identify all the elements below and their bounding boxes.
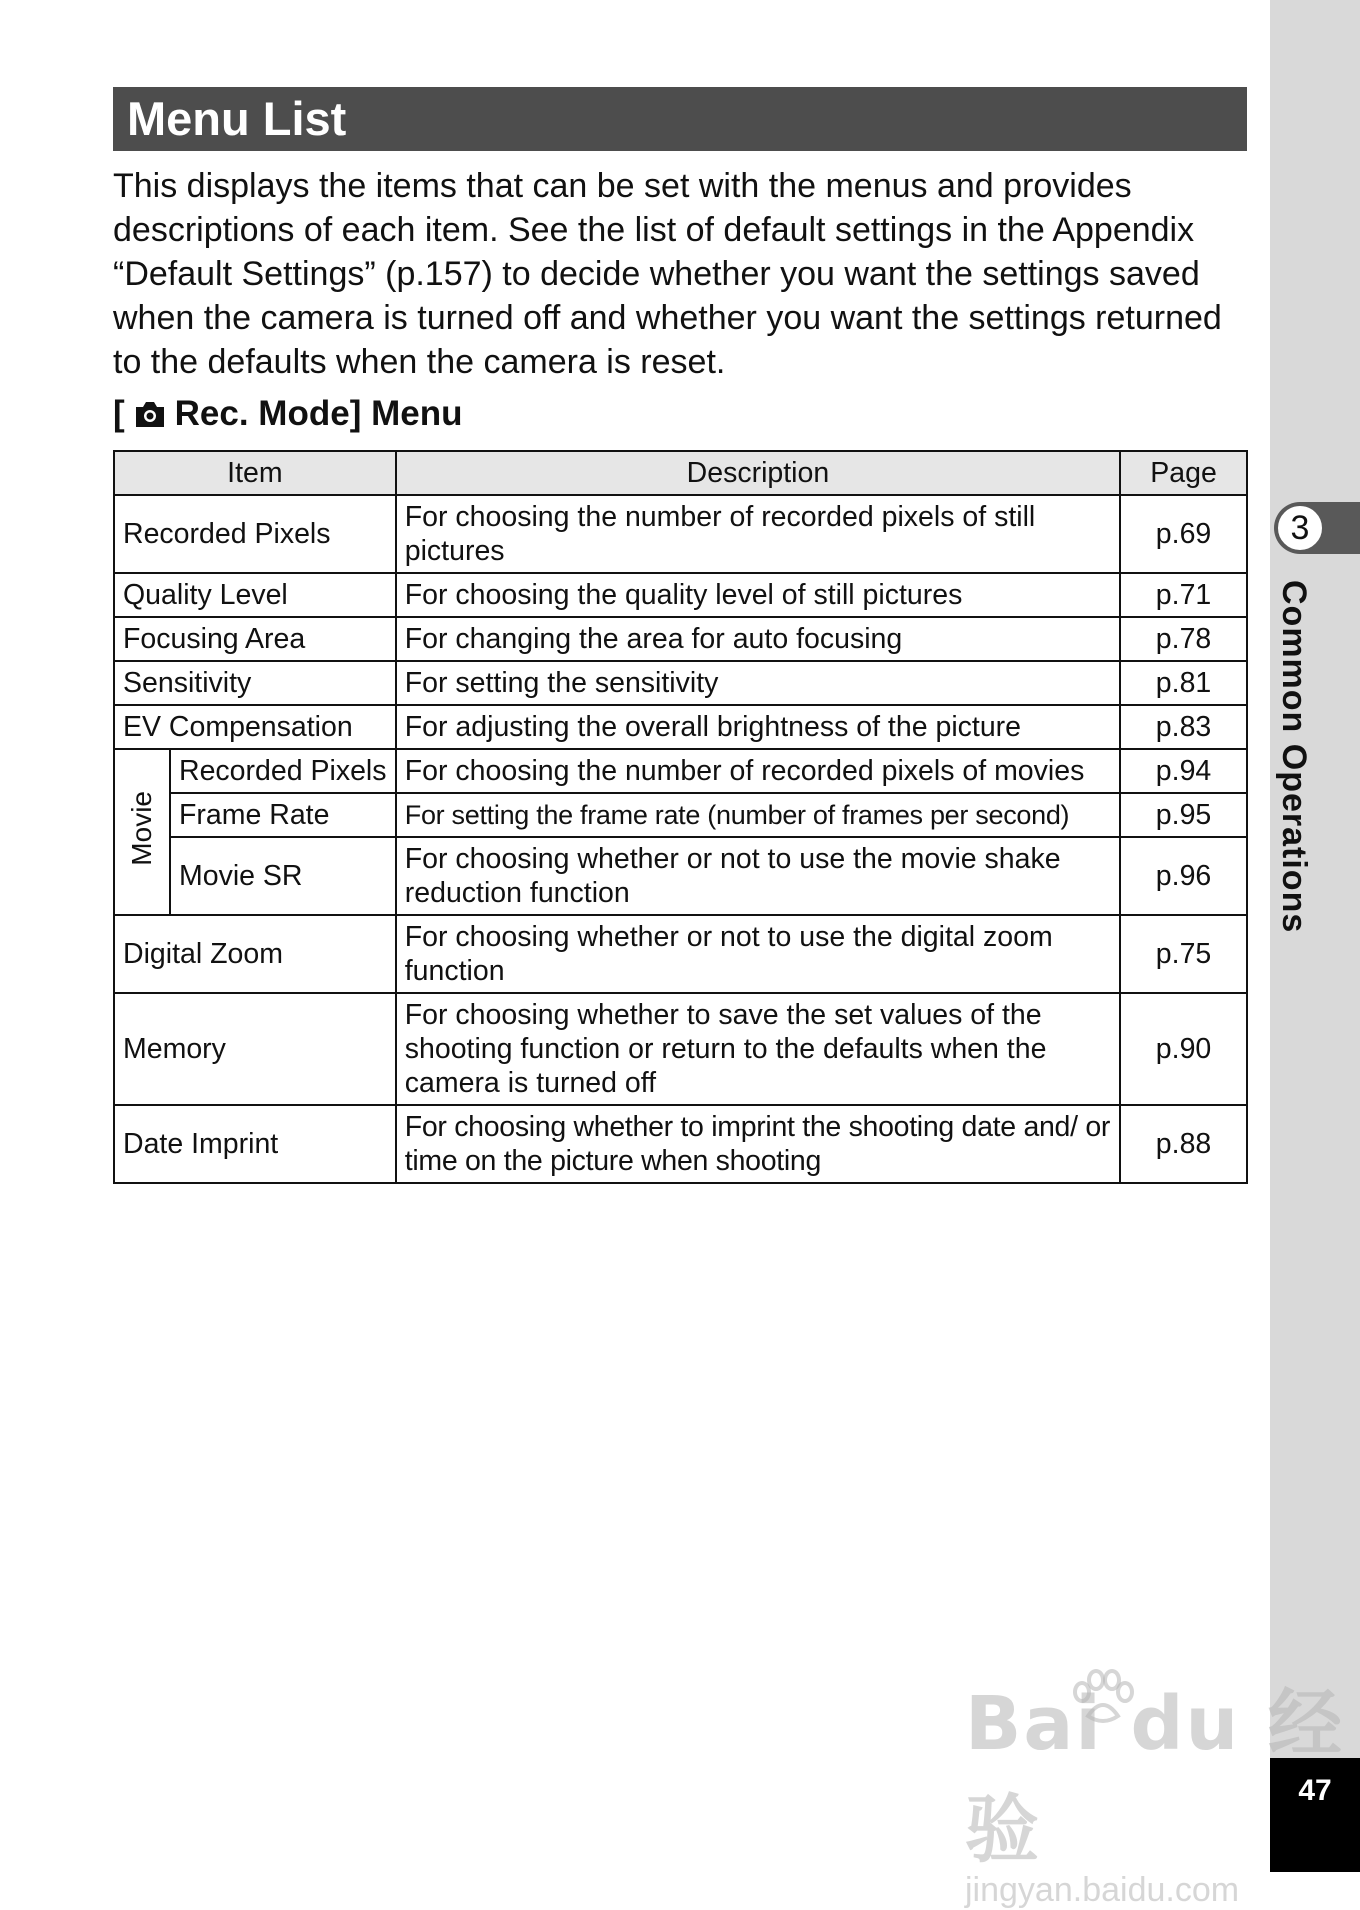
item-cell: Focusing Area [114,617,396,661]
item-cell: Recorded Pixels [170,749,396,793]
item-cell: Frame Rate [170,793,396,837]
chapter-title: Common Operations [1275,580,1313,934]
description-cell: For choosing whether to save the set values of the shooting function or return to the defaults when the camera is turned off [396,993,1120,1105]
page-title: Menu List [113,87,1247,151]
page-ref-cell: p.75 [1120,915,1247,993]
watermark-brand: Bai du 经验 [965,1681,1344,1873]
item-cell: Digital Zoom [114,915,396,993]
table-row [114,1105,1247,1183]
table-header-row [114,451,1247,495]
item-cell: Memory [114,993,396,1105]
table-row [114,573,1247,617]
page-ref-cell: p.96 [1120,837,1247,915]
page-ref-cell: p.78 [1120,617,1247,661]
watermark-url: jingyan.baidu.com [965,1871,1240,1909]
menu-table [113,450,1248,1184]
table-row [114,749,1247,793]
movie-group-label: Movie [125,790,157,866]
paw-icon [1068,1668,1138,1728]
description-cell: For setting the frame rate (number of frames per second) [396,793,1120,837]
chapter-side-tab [1270,0,1360,1872]
section-bracket: [ [113,394,125,433]
table-row [114,617,1247,661]
table-row [114,837,1247,915]
page-number: 47 [1270,1758,1360,1872]
table-row [114,705,1247,749]
item-cell: Date Imprint [114,1105,396,1183]
item-cell: Sensitivity [114,661,396,705]
item-cell: Recorded Pixels [114,495,396,573]
table-row [114,661,1247,705]
item-cell: Quality Level [114,573,396,617]
header-page: Page [1120,451,1247,495]
header-description: Description [396,451,1120,495]
camera-icon [133,399,167,429]
page-ref-cell: p.90 [1120,993,1247,1105]
description-cell: For setting the sensitivity [396,661,1120,705]
page-ref-cell: p.95 [1120,793,1247,837]
table-row [114,915,1247,993]
table-row [114,793,1247,837]
table-row [114,993,1247,1105]
description-cell: For changing the area for auto focusing [396,617,1120,661]
description-cell: For choosing the quality level of still pictures [396,573,1120,617]
description-cell: For choosing whether or not to use the digital zoom function [396,915,1120,993]
chapter-number: 3 [1276,504,1324,552]
section-heading [113,394,462,434]
page-ref-cell: p.83 [1120,705,1247,749]
page-ref-cell: p.88 [1120,1105,1247,1183]
description-cell: For choosing the number of recorded pixels of still pictures [396,495,1120,573]
page-ref-cell: p.71 [1120,573,1247,617]
movie-group-label-cell [114,749,170,915]
description-cell: For choosing the number of recorded pixels of movies [396,749,1120,793]
item-cell: EV Compensation [114,705,396,749]
watermark [965,1665,1360,1910]
page-ref-cell: p.81 [1120,661,1247,705]
description-cell: For choosing whether to imprint the shooting date and/ or time on the picture when shooting [396,1105,1120,1183]
description-cell: For adjusting the overall brightness of the picture [396,705,1120,749]
page-ref-cell: p.94 [1120,749,1247,793]
section-title: Rec. Mode] Menu [174,394,463,433]
page-ref-cell: p.69 [1120,495,1247,573]
item-cell: Movie SR [170,837,396,915]
header-item: Item [114,451,396,495]
table-row [114,495,1247,573]
description-cell: For choosing whether or not to use the movie shake reduction function [396,837,1120,915]
intro-paragraph: This displays the items that can be set with the menus and provides descriptions of each item. See the list of default settings in the Appendix “Default Settings” (p.157) to decide whether you want the settings saved when the camera is turned off and whether you want the settings returned to the defaults when the camera is reset. [113,167,1222,381]
